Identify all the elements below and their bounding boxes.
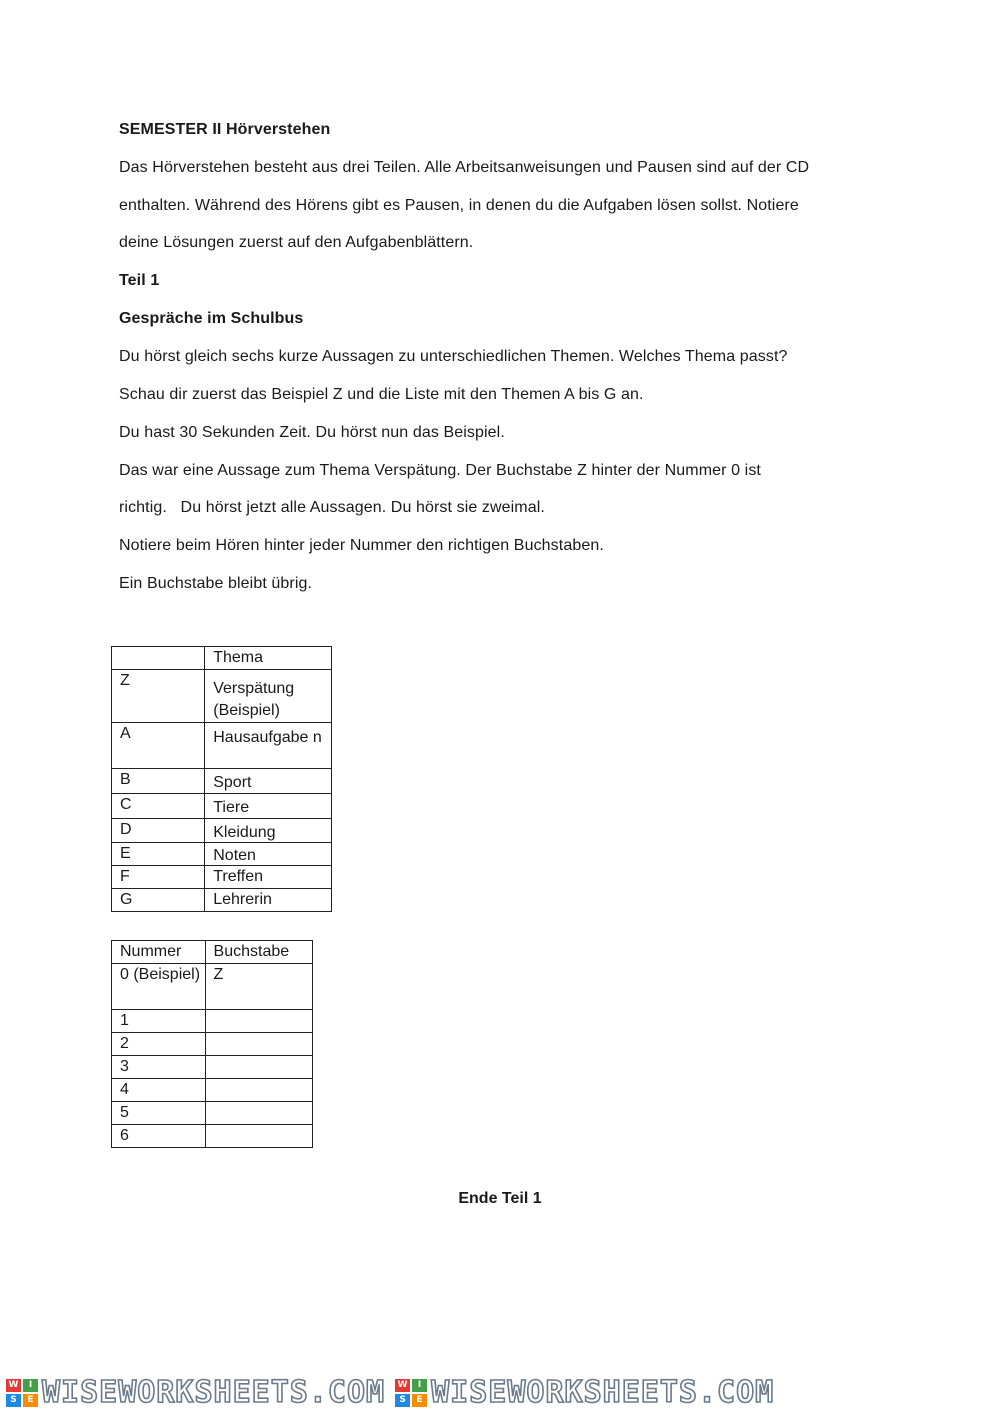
topic-name: Lehrerin (205, 889, 332, 912)
table-row (112, 670, 332, 723)
table-row (112, 1010, 313, 1033)
table-row (112, 1056, 313, 1079)
answer-number: 6 (112, 1125, 206, 1148)
answer-letter-field[interactable] (205, 1125, 312, 1148)
answer-letter: Z (205, 964, 312, 1010)
brand-text: WISEWORKSHEETS.COM (431, 1375, 775, 1410)
answers-table (111, 940, 313, 1148)
watermark-footer (0, 1372, 1000, 1413)
answers-header-number: Nummer (112, 941, 206, 964)
topic-name: Treffen (205, 866, 332, 889)
brand-logo-icon: W I S E (395, 1379, 427, 1407)
topic-name: Tiere (205, 794, 332, 819)
instruction-line-5: richtig. Du hörst jetzt alle Aussagen. Du hörst sie zweimal. (119, 499, 545, 516)
answer-number: 0 (Beispiel) (112, 964, 206, 1010)
table-row (112, 769, 332, 794)
topic-name: Verspätung (Beispiel) (205, 670, 332, 723)
topic-name: Sport (205, 769, 332, 794)
answer-number: 2 (112, 1033, 206, 1056)
topic-letter: D (112, 819, 205, 843)
topics-header-topic: Thema (205, 647, 332, 670)
watermark-brand (395, 1375, 774, 1410)
topic-letter: B (112, 769, 205, 794)
table-row (112, 843, 332, 866)
topic-name: Hausaufgabe n (205, 723, 332, 769)
intro-line-1: Das Hörverstehen besteht aus drei Teilen. Alle Arbeitsanweisungen und Pausen sind auf der CD (119, 159, 810, 176)
answer-letter-field[interactable] (205, 1079, 312, 1102)
brand-logo-icon: W I S E (6, 1379, 38, 1407)
intro-line-3: deine Lösungen zuerst auf den Aufgabenblättern. (119, 234, 474, 251)
table-row (112, 1033, 313, 1056)
instruction-line-4: Das war eine Aussage zum Thema Verspätung. Der Buchstabe Z hinter der Nummer 0 ist (119, 462, 761, 479)
topic-letter: F (112, 866, 205, 889)
worksheet-title: SEMESTER II Hörverstehen (119, 121, 331, 138)
instruction-line-7: Ein Buchstabe bleibt übrig. (119, 575, 313, 592)
answer-letter-field[interactable] (205, 1010, 312, 1033)
table-row (112, 1102, 313, 1125)
topic-letter: Z (112, 670, 205, 723)
topics-header-letter (112, 647, 205, 670)
topics-header-row (112, 647, 332, 670)
topic-letter: A (112, 723, 205, 769)
instruction-line-6: Notiere beim Hören hinter jeder Nummer den richtigen Buchstaben. (119, 537, 604, 554)
intro-line-2: enthalten. Während des Hörens gibt es Pausen, in denen du die Aufgaben lösen sollst. Notiere (119, 197, 799, 214)
topics-table (111, 646, 332, 912)
brand-text: WISEWORKSHEETS.COM (42, 1375, 386, 1410)
topic-letter: E (112, 843, 205, 866)
part-title: Gespräche im Schulbus (119, 310, 304, 327)
answer-letter-field[interactable] (205, 1056, 312, 1079)
topic-name: Kleidung (205, 819, 332, 843)
table-row (112, 723, 332, 769)
answer-number: 1 (112, 1010, 206, 1033)
table-row (112, 1125, 313, 1148)
instruction-line-2: Schau dir zuerst das Beispiel Z und die Liste mit den Themen A bis G an. (119, 386, 644, 403)
answer-number: 4 (112, 1079, 206, 1102)
table-row (112, 819, 332, 843)
table-row (112, 889, 332, 912)
watermark-brand (6, 1375, 385, 1410)
part-label: Teil 1 (119, 272, 160, 289)
topic-name: Noten (205, 843, 332, 866)
table-row (112, 866, 332, 889)
answer-letter-field[interactable] (205, 1033, 312, 1056)
answer-number: 3 (112, 1056, 206, 1079)
answer-number: 5 (112, 1102, 206, 1125)
instruction-line-1: Du hörst gleich sechs kurze Aussagen zu unterschiedlichen Themen. Welches Thema passt? (119, 348, 788, 365)
topic-letter: G (112, 889, 205, 912)
table-row (112, 1079, 313, 1102)
instruction-line-3: Du hast 30 Sekunden Zeit. Du hörst nun das Beispiel. (119, 424, 505, 441)
table-row (112, 794, 332, 819)
topic-letter: C (112, 794, 205, 819)
end-of-part-text: Ende Teil 1 (458, 1190, 542, 1207)
answer-letter-field[interactable] (205, 1102, 312, 1125)
answers-header-row (112, 941, 313, 964)
table-row (112, 964, 313, 1010)
answers-header-letter: Buchstabe (205, 941, 312, 964)
